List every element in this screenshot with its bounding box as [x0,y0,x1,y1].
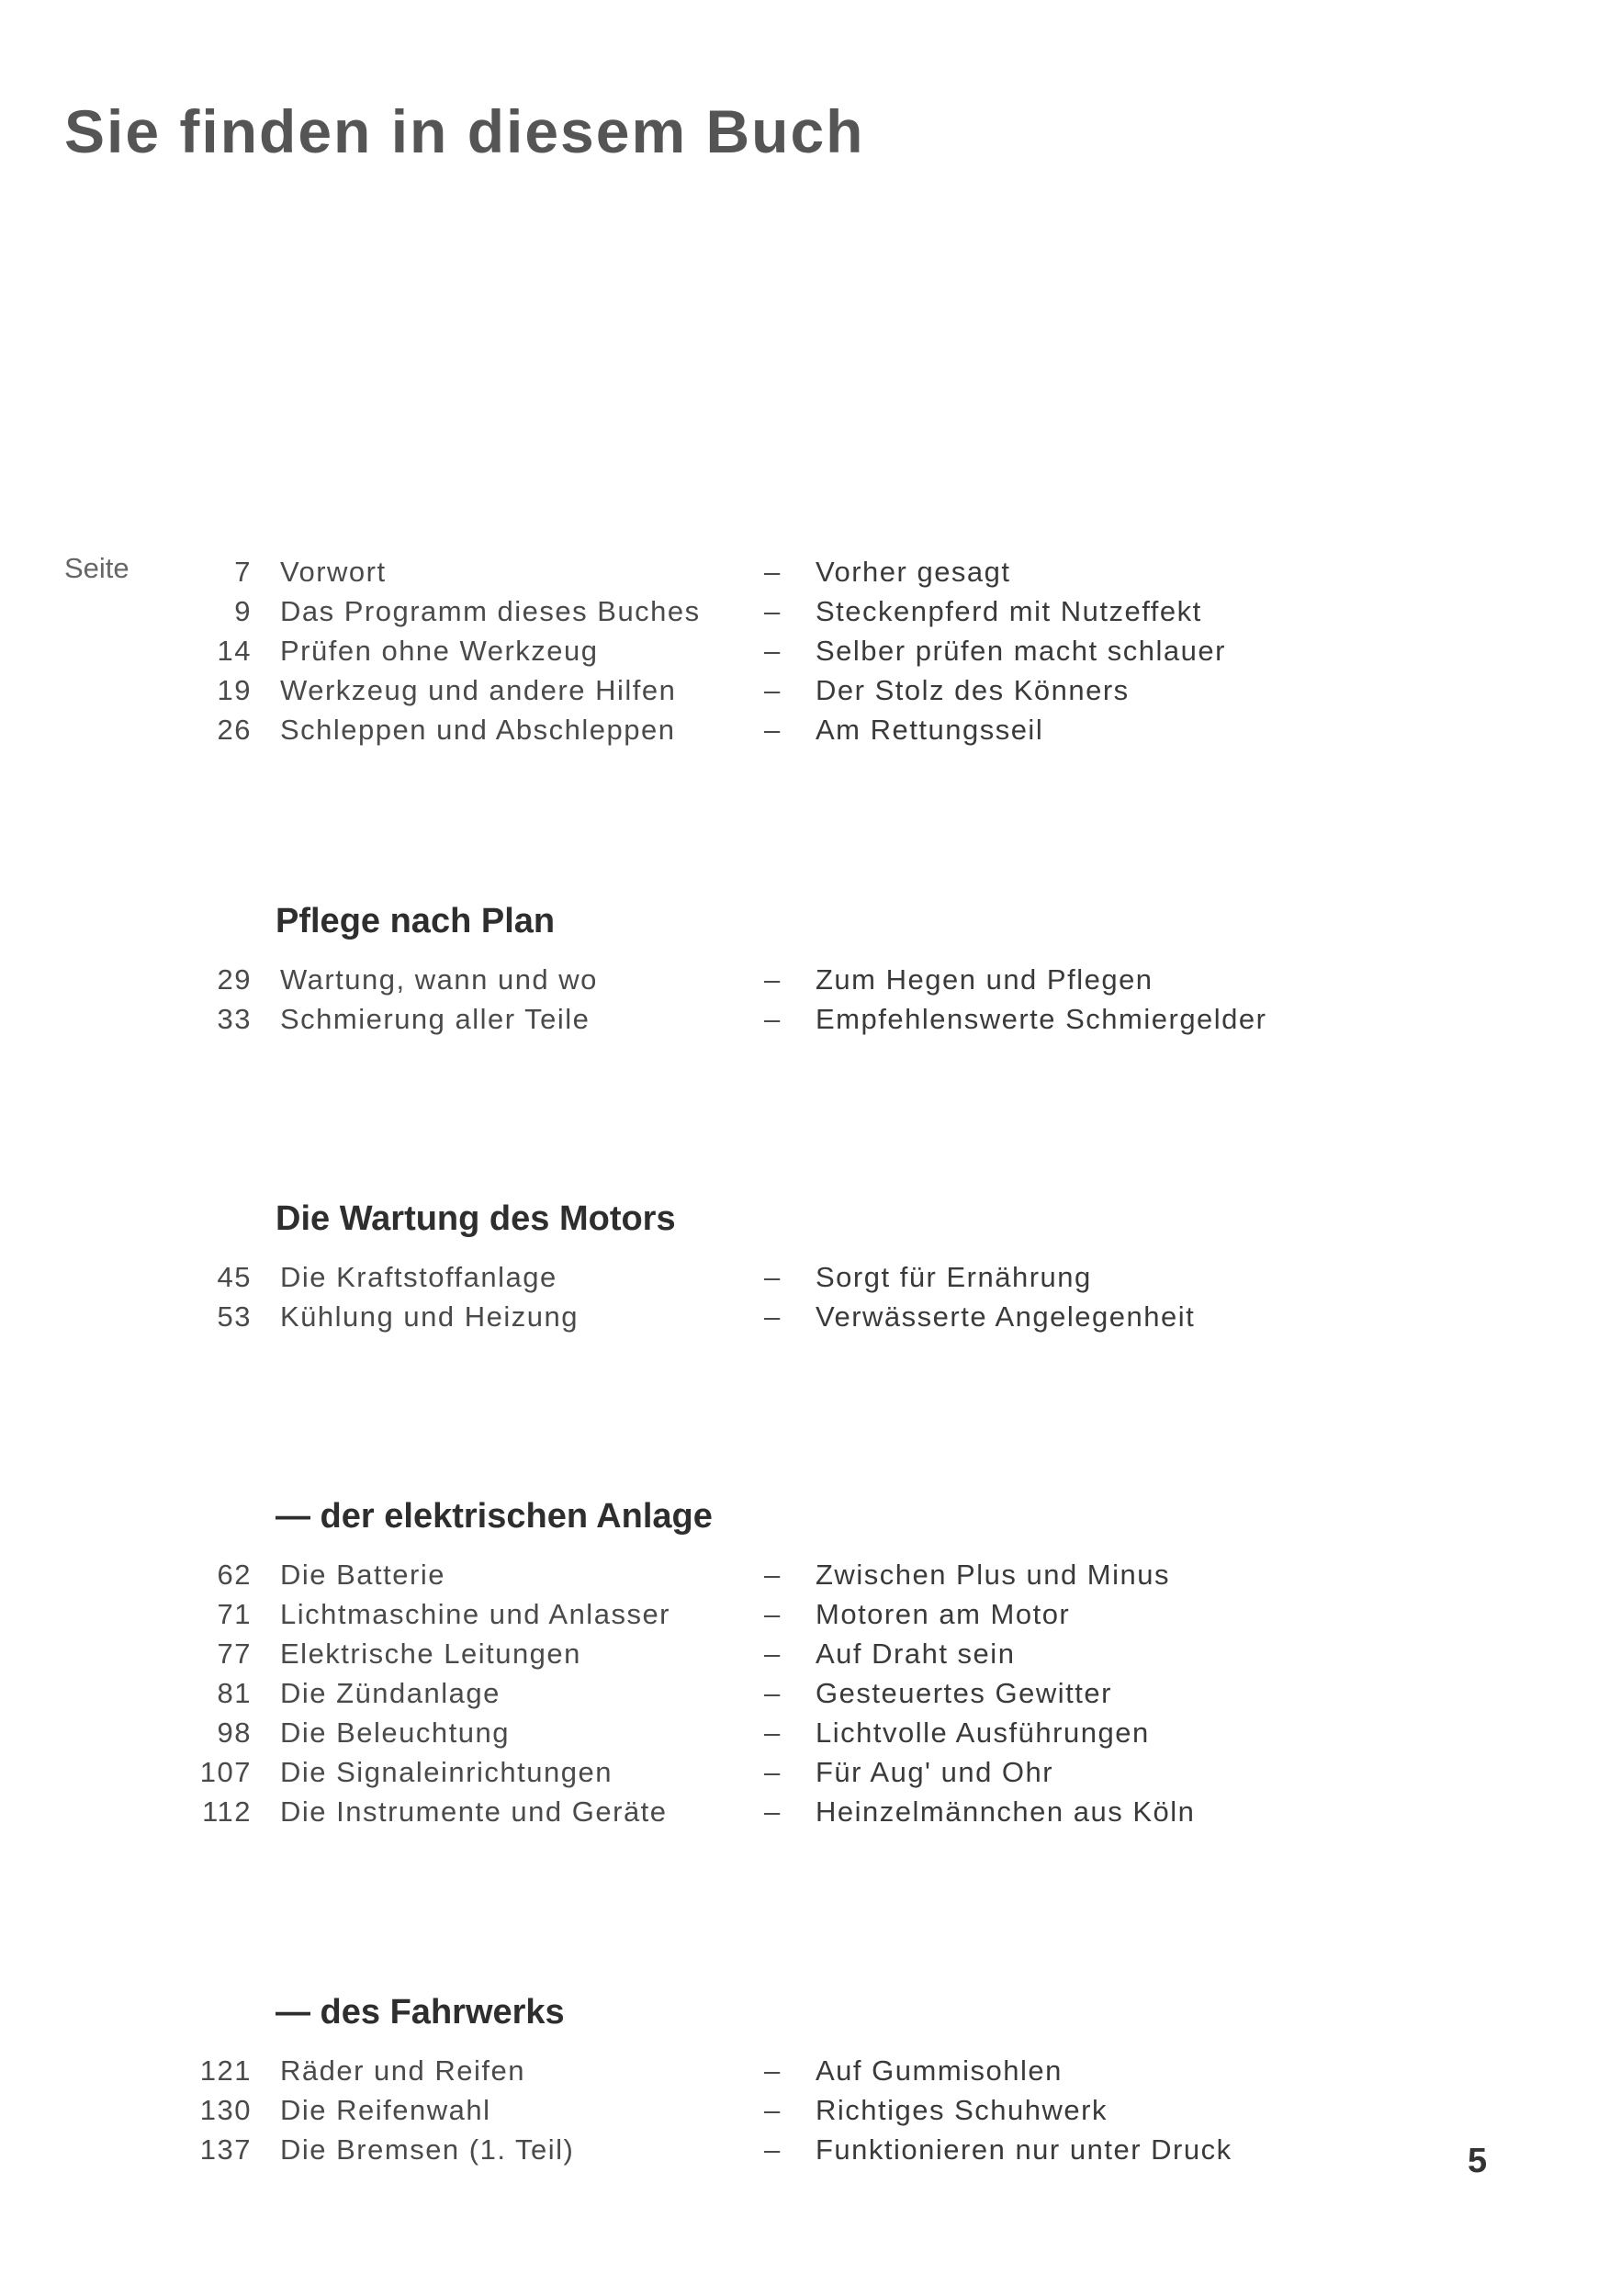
entry-title: Lichtmaschine und Anlasser [280,1598,671,1630]
entry-title: Prüfen ohne Werkzeug [280,635,599,667]
entry-title: Schleppen und Abschleppen [280,714,676,746]
entry-subtitle: Der Stolz des Könners [816,674,1130,706]
toc-entry [0,670,1598,710]
entry-dash: – [764,2054,782,2087]
seite-label: Seite [64,552,129,584]
toc-entry [0,1634,1598,1673]
entry-title: Die Kraftstoffanlage [280,1261,557,1293]
entry-page-number: 29 [217,963,252,996]
section-heading: — des Fahrwerks [276,1993,565,2032]
entry-page-number: 107 [199,1756,252,1788]
entry-page-number: 121 [199,2054,252,2087]
entry-dash: – [764,2133,782,2166]
entry-dash: – [764,963,782,996]
section-heading: — der elektrischen Anlage [276,1497,713,1536]
entry-page-number: 77 [217,1638,252,1670]
entry-dash: – [764,1795,782,1828]
section-heading: Die Wartung des Motors [276,1199,676,1238]
entry-title: Die Reifenwahl [280,2094,491,2126]
entry-subtitle: Zwischen Plus und Minus [816,1559,1170,1591]
entry-title: Die Signaleinrichtungen [280,1756,613,1788]
entry-subtitle: Selber prüfen macht schlauer [816,635,1226,667]
entry-title: Vorwort [280,556,387,588]
entry-dash: – [764,674,782,706]
toc-entry [0,631,1598,670]
toc-entry [0,960,1598,999]
entry-dash: – [764,595,782,627]
entry-page-number: 9 [234,595,252,627]
page-number: 5 [1468,2142,1488,2180]
entry-page-number: 14 [217,635,252,667]
entry-page-number: 81 [217,1677,252,1709]
entry-title: Elektrische Leitungen [280,1638,581,1670]
entry-page-number: 130 [199,2094,252,2126]
entry-page-number: 71 [217,1598,252,1630]
toc-entry [0,710,1598,749]
entry-page-number: 137 [199,2133,252,2166]
entry-page-number: 112 [202,1795,252,1828]
toc-entry [0,552,1598,591]
toc-entry [0,1713,1598,1752]
toc-entry [0,1673,1598,1713]
entry-subtitle: Heinzelmännchen aus Köln [816,1795,1196,1828]
entry-subtitle: Am Rettungsseil [816,714,1044,746]
entry-dash: – [764,1638,782,1670]
toc-entry [0,2051,1598,2090]
entry-title: Räder und Reifen [280,2054,525,2087]
entry-dash: – [764,1716,782,1749]
entry-page-number: 19 [217,674,252,706]
entry-subtitle: Sorgt für Ernährung [816,1261,1092,1293]
entry-page-number: 98 [217,1716,252,1749]
entry-dash: – [764,1261,782,1293]
toc-entry [0,2090,1598,2130]
entry-dash: – [764,1677,782,1709]
toc-entry [0,1792,1598,1831]
entry-page-number: 26 [217,714,252,746]
entry-title: Die Beleuchtung [280,1716,510,1749]
entry-dash: – [764,635,782,667]
toc-entry [0,591,1598,631]
entry-page-number: 45 [217,1261,252,1293]
toc-entry [0,1257,1598,1297]
toc-entry [0,1752,1598,1792]
entry-dash: – [764,1003,782,1035]
toc-entry [0,1555,1598,1594]
entry-subtitle: Verwässerte Angelegenheit [816,1300,1196,1333]
entry-title: Wartung, wann und wo [280,963,598,996]
entry-subtitle: Auf Draht sein [816,1638,1016,1670]
entry-title: Das Programm dieses Buches [280,595,701,627]
toc-entry [0,999,1598,1039]
entry-title: Die Batterie [280,1559,445,1591]
entry-subtitle: Steckenpferd mit Nutzeffekt [816,595,1202,627]
entry-title: Kühlung und Heizung [280,1300,579,1333]
entry-page-number: 53 [217,1300,252,1333]
entry-dash: – [764,556,782,588]
entry-subtitle: Empfehlenswerte Schmiergelder [816,1003,1267,1035]
entry-dash: – [764,1598,782,1630]
entry-title: Die Bremsen (1. Teil) [280,2133,575,2166]
entry-subtitle: Motoren am Motor [816,1598,1071,1630]
entry-subtitle: Funktionieren nur unter Druck [816,2133,1232,2166]
entry-dash: – [764,1300,782,1333]
entry-dash: – [764,1559,782,1591]
toc-entry [0,2130,1598,2169]
entry-page-number: 33 [217,1003,252,1035]
section-heading: Pflege nach Plan [276,902,556,940]
entry-subtitle: Auf Gummisohlen [816,2054,1063,2087]
entry-title: Werkzeug und andere Hilfen [280,674,677,706]
entry-title: Schmierung aller Teile [280,1003,591,1035]
entry-subtitle: Für Aug' und Ohr [816,1756,1054,1788]
entry-page-number: 7 [234,556,252,588]
entry-subtitle: Zum Hegen und Pflegen [816,963,1153,996]
page-title: Sie finden in diesem Buch [64,97,865,165]
entry-page-number: 62 [217,1559,252,1591]
toc-entry [0,1594,1598,1634]
entry-subtitle: Vorher gesagt [816,556,1011,588]
toc-entry [0,1297,1598,1336]
entry-dash: – [764,714,782,746]
entry-subtitle: Richtiges Schuhwerk [816,2094,1108,2126]
entry-subtitle: Gesteuertes Gewitter [816,1677,1112,1709]
entry-title: Die Zündanlage [280,1677,501,1709]
entry-subtitle: Lichtvolle Ausführungen [816,1716,1150,1749]
entry-dash: – [764,2094,782,2126]
entry-dash: – [764,1756,782,1788]
entry-title: Die Instrumente und Geräte [280,1795,668,1828]
